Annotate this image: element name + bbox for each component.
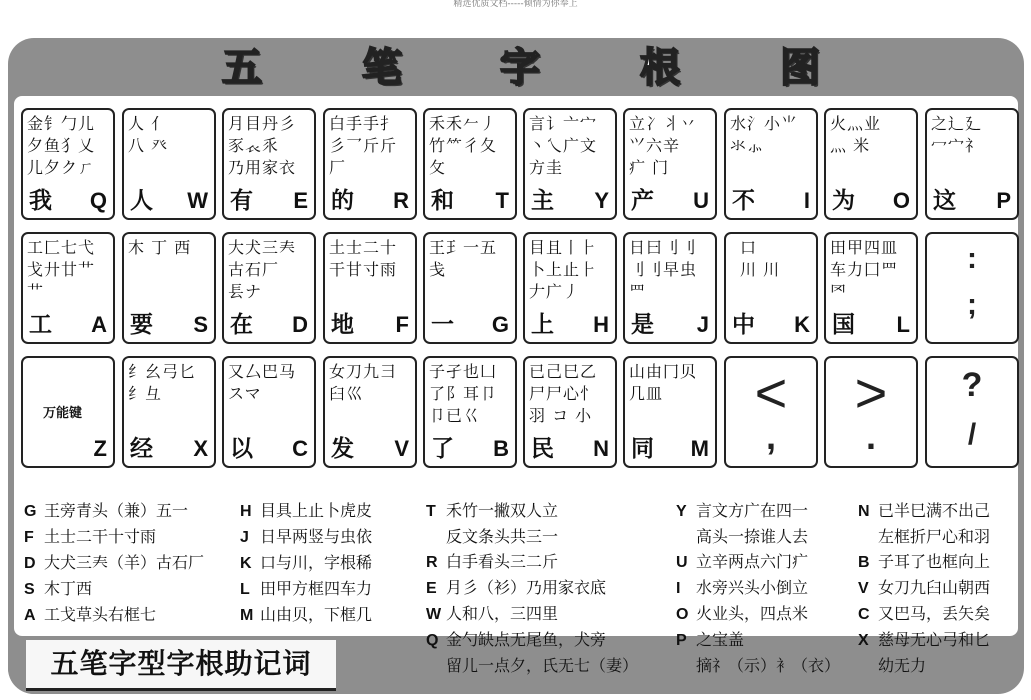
key-g <box>423 232 517 344</box>
mnemonic-line: N 已半巳满不出己 <box>858 501 991 520</box>
key-letter: K <box>794 312 810 337</box>
key-roots: 纟幺弓匕 纟彑 <box>128 362 197 403</box>
universal-key-label: 万能键 <box>43 406 83 421</box>
key-letter: N <box>593 436 609 461</box>
key-roots: 土士二十 干甘寸雨 <box>329 238 398 279</box>
mnemonic-line: F 土士二干十寸雨 <box>24 527 157 546</box>
key-letter: M <box>690 436 709 461</box>
mnemonic-line: E 月彡（衫）乃用家衣底 <box>426 578 607 597</box>
header-note: 精选优质文档-----倾情为你奉上 <box>453 0 578 9</box>
key-char: 工 <box>29 312 52 338</box>
key-s <box>122 232 216 344</box>
key-letter: W <box>187 188 208 213</box>
key-y <box>523 108 617 220</box>
key-char: 不 <box>732 188 755 214</box>
mnemonic-line: L 田甲方框四车力 <box>240 579 373 598</box>
key-letter: J <box>696 312 709 337</box>
key-n <box>523 356 617 468</box>
mnemonic-line: H 目具上止卜虎皮 <box>240 501 373 520</box>
key-roots: 大犬三𡗗 古石厂 镸ナ <box>228 238 297 301</box>
key-char: 人 <box>130 188 153 214</box>
key-char: 地 <box>331 312 354 338</box>
key-letter: T <box>495 188 509 213</box>
key-letter: B <box>493 436 509 461</box>
key-d <box>222 232 316 344</box>
mnemonic-line: 高头一捺谁人去 <box>696 527 809 546</box>
key-roots: 王𤣩一五 戋 <box>429 238 498 279</box>
key-char: 以 <box>230 436 253 462</box>
key-roots: 田甲四皿 车力囗罒 罓 <box>830 238 899 301</box>
key-comma <box>724 356 818 468</box>
key-char: 和 <box>431 188 454 214</box>
key-char: 的 <box>331 188 354 214</box>
mnemonic-line: 摘礻（示）衤（衣） <box>696 656 841 675</box>
mnemonic-line: G 王旁青头（兼）五一 <box>24 501 189 520</box>
key-x <box>122 356 216 468</box>
mnemonic-line: Y 言文方广在四一 <box>676 501 809 520</box>
slash-glyph: / <box>967 418 977 451</box>
mnemonic-column-1 <box>24 498 204 628</box>
key-roots: 木 丁 西 <box>128 238 192 257</box>
key-e <box>222 108 316 220</box>
key-letter: V <box>394 436 409 461</box>
mnemonic-line: 留儿一点夕，氏无七（妻） <box>446 656 639 675</box>
key-roots: 立冫丬丷 ⺍六辛 疒 门 <box>629 114 698 177</box>
key-letter: R <box>393 188 409 213</box>
comma-glyph: , <box>765 416 776 457</box>
semicolon-glyph: ; <box>967 288 977 321</box>
key-f <box>323 232 417 344</box>
key-char: 同 <box>631 436 654 462</box>
mnemonic-line: 反文条头共三一 <box>446 527 559 546</box>
title-char: 笔 <box>362 44 402 91</box>
key-w <box>122 108 216 220</box>
mnemonic-line: R 白手看头三二斤 <box>426 552 559 571</box>
question-mark-glyph: ? <box>961 366 983 404</box>
key-roots: 之辶廴 冖宀礻 <box>931 114 983 155</box>
mnemonic-column-3 <box>426 498 638 678</box>
key-u <box>623 108 717 220</box>
key-char: 民 <box>531 436 554 462</box>
key-l <box>824 232 918 344</box>
key-letter: G <box>491 312 509 337</box>
key-z <box>21 356 115 468</box>
key-char: 中 <box>732 312 755 338</box>
mnemonic-line: K 口与川，字根稀 <box>240 553 373 572</box>
key-letter: F <box>395 312 409 337</box>
key-letter: Z <box>93 436 107 461</box>
footer-title: 五笔字型字根助记词 <box>26 640 336 691</box>
key-char: 经 <box>130 436 153 462</box>
mnemonic-line: P 之宝盖 <box>676 630 745 649</box>
key-letter: H <box>593 312 609 337</box>
key-h <box>523 232 617 344</box>
key-semicolon <box>925 232 1019 344</box>
key-slash <box>925 356 1019 468</box>
mnemonic-line: W 人和八，三四里 <box>426 604 559 623</box>
key-char: 上 <box>531 312 554 338</box>
key-roots: 山由冂贝 几皿 <box>629 362 698 403</box>
title-char: 字 <box>500 44 540 91</box>
key-char: 我 <box>29 188 52 214</box>
key-roots: 金钅勹儿 夕鱼犭乂 儿夕クㄏ <box>27 114 96 177</box>
less-than-glyph: < <box>754 361 788 424</box>
key-q <box>21 108 115 220</box>
key-char: 为 <box>832 188 855 214</box>
key-roots: 日曰刂刂 刂刂早虫 罒 <box>629 238 698 301</box>
mnemonic-line: T 禾竹一撇双人立 <box>426 501 559 520</box>
greater-than-glyph: > <box>854 361 888 424</box>
key-roots: 子孑也凵 了阝耳卩 卩已巜 <box>429 362 498 425</box>
key-a <box>21 232 115 344</box>
title-char: 图 <box>780 44 820 91</box>
mnemonic-column-2 <box>240 498 372 628</box>
mnemonic-line: O 火业头，四点米 <box>676 604 809 623</box>
key-roots: 言讠亠宀 丶乀广文 方圭 <box>529 114 598 177</box>
key-char: 要 <box>130 312 153 338</box>
key-roots: 工匚七弋 戈廾廿艹 艹 <box>27 238 96 301</box>
key-roots: 水氵小⺌ 氺⺗ <box>730 114 799 155</box>
key-roots: 月目丹彡 豕𧘇乑 乃用家衣 <box>228 114 297 177</box>
key-letter: S <box>193 312 208 337</box>
key-r <box>323 108 417 220</box>
key-j <box>623 232 717 344</box>
mnemonic-column-5 <box>858 498 990 678</box>
key-letter: O <box>892 188 910 213</box>
mnemonic-line: S 木丁西 <box>24 579 93 598</box>
key-letter: E <box>293 188 308 213</box>
key-roots: 火灬业 灬 米 <box>830 114 882 155</box>
key-char: 是 <box>631 312 654 338</box>
mnemonic-line: 左框折尸心和羽 <box>878 527 991 546</box>
mnemonic-line: B 子耳了也框向上 <box>858 552 991 571</box>
key-roots: 又厶巴马 スマ <box>228 362 297 403</box>
mnemonic-line: J 日早两竖与虫依 <box>240 527 373 546</box>
key-char: 国 <box>832 312 855 338</box>
key-roots: 口 川 川 <box>740 238 781 279</box>
key-period <box>824 356 918 468</box>
mnemonic-line: X 慈母无心弓和匕 <box>858 630 991 649</box>
mnemonic-line: C 又巴马，丢矢矣 <box>858 604 991 623</box>
key-char: 发 <box>331 436 354 462</box>
period-glyph: . <box>865 416 876 457</box>
key-letter: X <box>193 436 208 461</box>
mnemonic-line: U 立辛两点六门疒 <box>676 552 809 571</box>
key-letter: P <box>996 188 1011 213</box>
key-v <box>323 356 417 468</box>
key-b <box>423 356 517 468</box>
title-char: 根 <box>640 44 680 91</box>
mnemonic-line: V 女刀九臼山朝西 <box>858 578 991 597</box>
key-roots: 目且丨⺊ 卜上止⺊ 𠂇广丿 <box>529 238 598 301</box>
key-roots: 女刀九彐 臼巛 <box>329 362 398 403</box>
key-letter: L <box>896 312 910 337</box>
key-char: 在 <box>230 312 253 338</box>
key-i <box>724 108 818 220</box>
key-letter: U <box>693 188 709 213</box>
key-roots: 白手手扌 彡乛斤斤 厂 <box>329 114 398 177</box>
key-letter: C <box>292 436 308 461</box>
mnemonic-line: A 工戈草头右框七 <box>24 605 157 624</box>
key-letter: I <box>803 188 810 213</box>
key-t <box>423 108 517 220</box>
key-char: 一 <box>431 312 454 338</box>
mnemonic-line: I 水旁兴头小倒立 <box>676 578 809 597</box>
key-letter: A <box>91 312 107 337</box>
key-p <box>925 108 1019 220</box>
key-char: 了 <box>431 436 454 462</box>
mnemonic-column-4 <box>676 498 840 678</box>
key-o <box>824 108 918 220</box>
key-roots: 人 亻 八 癶 <box>128 114 169 155</box>
key-char: 这 <box>933 188 956 214</box>
key-char: 有 <box>230 188 253 214</box>
mnemonic-line: M 山由贝，下框几 <box>240 605 373 624</box>
mnemonic-line: D 大犬三𡗗（羊）古石厂 <box>24 553 205 572</box>
key-letter: D <box>292 312 308 337</box>
key-m <box>623 356 717 468</box>
key-k <box>724 232 818 344</box>
key-roots: 禾禾𠂉丿 竹⺮彳夂 攵 <box>429 114 498 177</box>
key-char: 产 <box>631 188 654 214</box>
key-roots: 已己巳乙 尸尸心忄 羽 コ 小 <box>529 362 598 425</box>
title-char: 五 <box>222 44 262 91</box>
colon-glyph: : <box>967 242 977 275</box>
mnemonic-line: Q 金勺缺点无尾鱼，犬旁 <box>426 630 607 649</box>
key-letter: Y <box>594 188 609 213</box>
key-letter: Q <box>89 188 107 213</box>
key-c <box>222 356 316 468</box>
key-char: 主 <box>531 188 554 214</box>
chart-title <box>0 40 1031 95</box>
mnemonic-line: 幼无力 <box>878 656 927 675</box>
